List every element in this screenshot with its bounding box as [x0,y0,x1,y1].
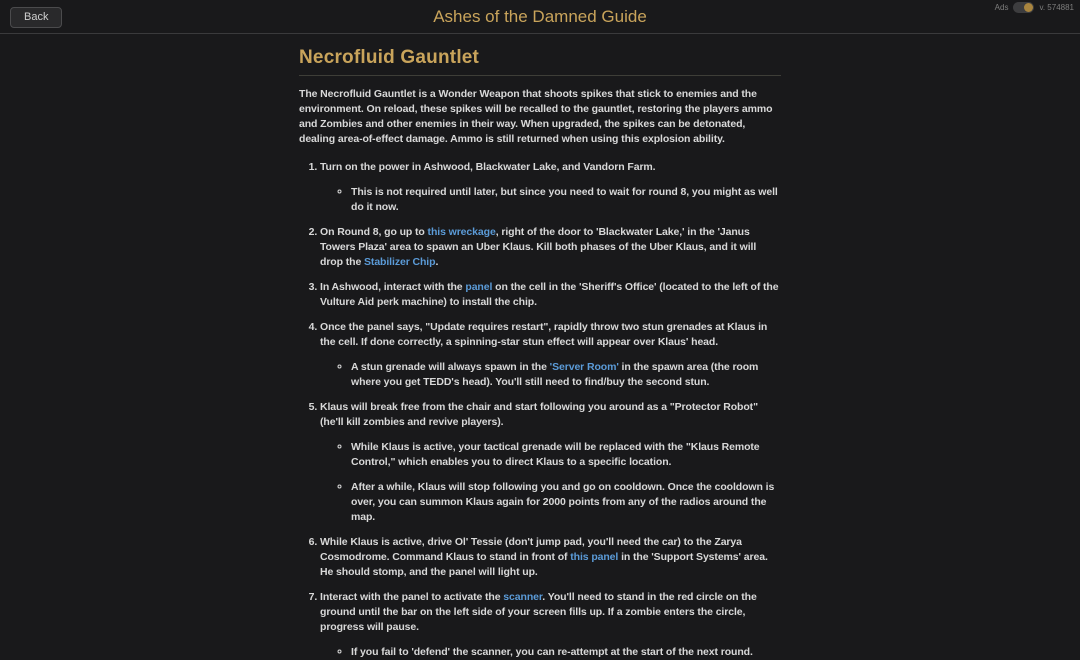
page-title: Ashes of the Damned Guide [433,7,647,26]
section-heading: Necrofluid Gauntlet [299,47,480,68]
ads-toggle[interactable] [1013,2,1034,13]
guide-step [320,225,781,270]
step-text: . You'll need to stand in the red circle on the ground until the bar on the left side of your screen fills up. If a zombie enters the circle, progress will pause. [320,591,757,633]
step-text: While Klaus is active, drive Ol' Tessie (don't jump pad, you'll need the car) to the Zarya Cosmodrome. Command Klaus to stand in front of [320,536,742,563]
guide-substep [351,645,781,660]
guide-substeps [320,185,781,215]
wreckage-link[interactable]: this wreckage [427,226,496,238]
step-text: While Klaus is active, your tactical grenade will be replaced with the "Klaus Remote Control," which enables you to direct Klaus to a specific location. [351,441,760,468]
guide-step [320,280,781,310]
step-text: A stun grenade will always spawn in the [351,361,550,373]
ads-label: Ads [994,3,1009,12]
guide-step [320,535,781,580]
heading-divider [299,75,781,76]
step-text: Turn on the power in Ashwood, Blackwater Lake, and Vandorn Farm. [320,161,656,173]
header-bar [0,0,1080,34]
guide-content [299,47,781,660]
intro-paragraph: The Necrofluid Gauntlet is a Wonder Weapon that shoots spikes that stick to enemies and the environment. On reload, these spikes will be recalled to the gauntlet, restoring the players ammo and Zombies and other enemies in their way. When upgraded, the spikes can be detonated, dealing area-of-effect damage. Ammo is still returned when using this explosion ability. [299,88,773,145]
guide-substeps [320,440,781,525]
guide-substep [351,480,781,525]
guide-step [320,320,781,390]
step-text: Klaus will break free from the chair and start following you around as a "Protector Robot" (he'll kill zombies and revive players). [320,401,758,428]
step-text: , right of the door to 'Blackwater Lake,' in the 'Janus Towers Plaza' area to spawn an Uber Klaus. Kill both phases of the Uber Klaus, and it will drop the [320,226,757,268]
guide-step [320,160,781,215]
step-text: on the cell in the 'Sheriff's Office' (located to the left of the Vulture Aid perk machine) to install the chip. [320,281,779,308]
step-text: in the 'Support Systems' area. He should stomp, and the panel will light up. [320,551,768,578]
step-text: Interact with the panel to activate the [320,591,504,603]
step-text: After a while, Klaus will stop following you and go on cooldown. Once the cooldown is over, you can summon Klaus again for 2000 points from any of the radios around the map. [351,481,775,523]
stabilizer-chip-link[interactable]: Stabilizer Chip [364,256,436,268]
toggle-knob-icon [1024,3,1033,12]
step-text: This is not required until later, but since you need to wait for round 8, you might as well do it now. [351,186,778,213]
support-panel-link[interactable]: this panel [570,551,619,563]
guide-substep [351,360,781,390]
step-text: If you fail to 'defend' the scanner, you can re-attempt at the start of the next round. [351,646,753,658]
step-text: in the spawn area (the room where you get TEDD's head). You'll still need to find/buy the second stun. [351,361,759,388]
guide-substep [351,440,781,470]
back-button[interactable]: Back [10,7,62,28]
step-text: In Ashwood, interact with the [320,281,466,293]
version-text: v. 574881 [1039,3,1074,12]
scanner-link[interactable]: scanner [503,591,543,603]
server-room-link[interactable]: 'Server Room' [549,361,619,373]
step-text: Once the panel says, "Update requires restart", rapidly throw two stun grenades at Klaus in the cell. If done correctly, a spinning-star stun effect will appear over Klaus' head. [320,321,768,348]
guide-steps [299,160,781,660]
step-text: On Round 8, go up to [320,226,428,238]
step-text: . [435,256,439,268]
guide-step [320,400,781,525]
guide-substep [351,185,781,215]
guide-substeps [320,360,781,390]
guide-substeps [320,645,781,660]
cell-panel-link[interactable]: panel [465,281,493,293]
guide-step [320,590,781,660]
header-right-controls [995,2,1074,13]
